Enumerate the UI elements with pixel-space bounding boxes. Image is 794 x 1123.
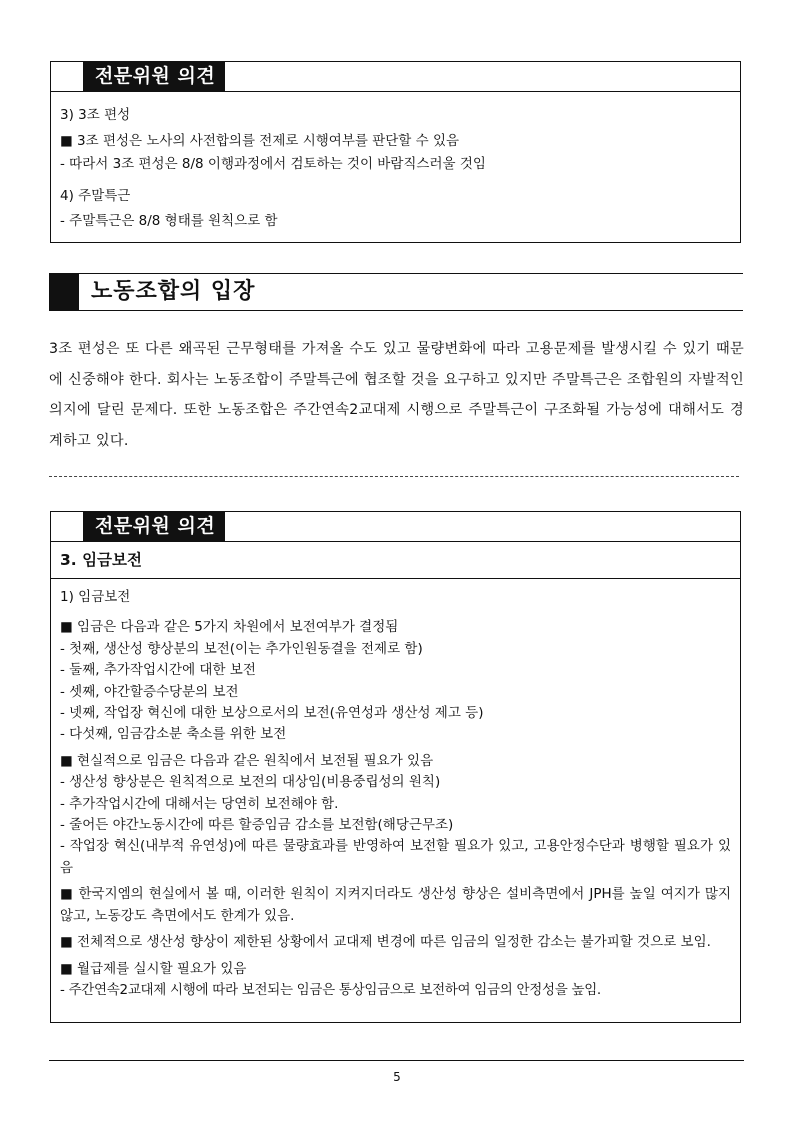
- expert-opinion-box-2: [50, 511, 741, 1023]
- union-position-paragraph: 3조 편성은 또 다른 왜곡된 근무형태를 가져올 수도 있고 물량변화에 따라 고용문제를 발생시킬 수 있기 때문에 신중해야 한다. 회사는 노동조합이 주말특근에 협조할 것을 요구하고 있지만 주말특근은 조합원의 자발적인 의지에 달린 문제다. 또한 노동조합은 주간연속2교대제 시행으로 주말특근이 구조화될 가능성에 대해서도 경계하고 있다.: [49, 341, 744, 449]
- sub-heading: 4) 주말특근: [60, 188, 131, 205]
- bullet-paragraph: ■ 전체적으로 생산성 향상이 제한된 상황에서 교대제 변경에 따른 임금의 일정한 감소는 불가피할 것으로 보임.: [60, 934, 711, 951]
- dash-line-item: - 다섯째, 임금감소분 축소를 위한 보전: [60, 726, 287, 743]
- sub-heading: 3) 3조 편성: [60, 107, 131, 123]
- dash-line-item: - 추가작업시간에 대해서는 당연히 보전해야 함.: [60, 795, 339, 812]
- bullet-line: ■ 임금은 다음과 같은 5가지 차원에서 보전여부가 결정됨: [60, 619, 399, 636]
- dash-line-item: - 둘째, 추가작업시간에 대한 보전: [60, 662, 256, 679]
- expert-opinion-box-1: [50, 61, 741, 243]
- section-title: 노동조합의 입장: [91, 279, 256, 304]
- box-body: [51, 92, 740, 240]
- dashed-divider: [49, 476, 739, 477]
- bullet-line: ■ 3조 편성은 노사의 사전합의를 전제로 시행여부를 판단할 수 있음: [60, 133, 460, 150]
- dash-line-item: - 작업장 혁신(내부적 유연성)에 따른 물량효과를 반영하여 보전할 필요가 있고, 고용안정수단과 병행할 필요가 있음: [60, 838, 731, 876]
- box-title-text: 전문위원 의견: [95, 65, 216, 87]
- box-body: [51, 542, 740, 1009]
- box-title: [83, 62, 225, 91]
- heading-marker: [49, 273, 79, 311]
- dash-line-item: - 주말특근은 8/8 형태를 원칙으로 함: [60, 212, 278, 229]
- dash-line-item: - 넷째, 작업장 혁신에 대한 보상으로서의 보전(유연성과 생산성 제고 등): [60, 705, 484, 722]
- box-title-bar: [51, 62, 740, 92]
- bullet-paragraph: ■ 한국지엠의 현실에서 볼 때, 이러한 원칙이 지켜지더라도 생산성 향상은 설비측면에서 JPH를 높일 여지가 많지 않고, 노동강도 측면에서도 한계가 있음.: [60, 886, 731, 924]
- dash-line-item: - 주간연속2교대제 시행에 따라 보전되는 임금은 통상임금으로 보전하여 임금의 안정성을 높임.: [60, 981, 601, 998]
- bullet-line: ■ 현실적으로 임금은 다음과 같은 원칙에서 보전될 필요가 있음: [60, 752, 434, 769]
- dash-line-item: - 따라서 3조 편성은 8/8 이행과정에서 검토하는 것이 바람직스러울 것임: [60, 155, 486, 172]
- dash-line-item: - 줄어든 야간노동시간에 따른 할증임금 감소를 보전함(해당근무조): [60, 817, 454, 834]
- box-heading-text: 3. 임금보전: [60, 551, 142, 569]
- dash-line-item: - 첫째, 생산성 향상분의 보전(이는 추가인원동결을 전제로 함): [60, 640, 423, 657]
- sub-heading: 1) 임금보전: [60, 589, 131, 605]
- section-heading: [49, 273, 743, 311]
- footer-rule: [49, 1060, 744, 1061]
- dash-line-item: - 셋째, 야간할증수당분의 보전: [60, 683, 239, 700]
- box-heading: [51, 548, 740, 579]
- box-title-text: 전문위원 의견: [95, 515, 216, 537]
- box-title: [83, 512, 225, 541]
- page-number: 5: [393, 1070, 401, 1084]
- box-title-bar: [51, 512, 740, 542]
- bullet-line: ■ 월급제를 실시할 필요가 있음: [60, 960, 247, 977]
- dash-line-item: - 생산성 향상분은 원칙적으로 보전의 대상임(비용중립성의 원칙): [60, 774, 441, 791]
